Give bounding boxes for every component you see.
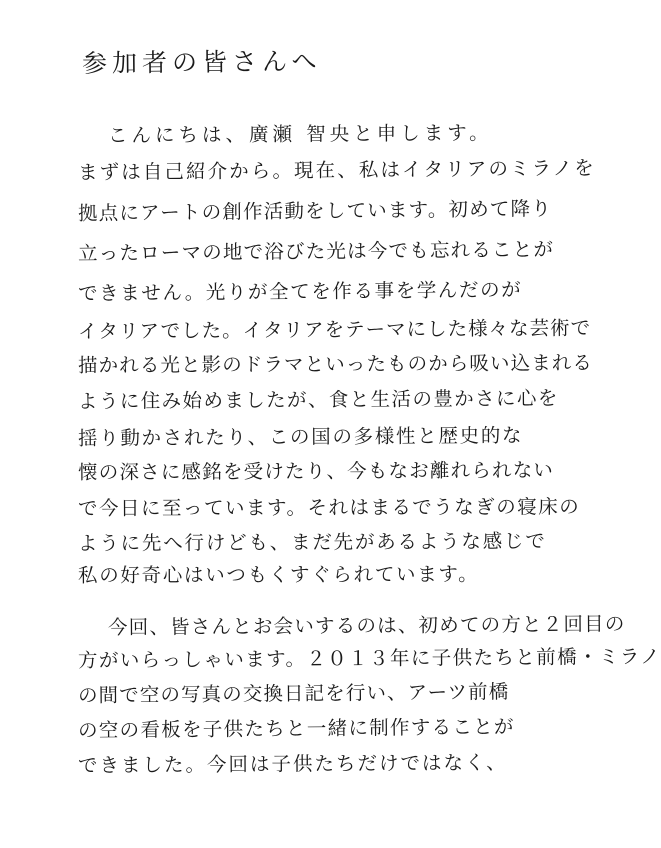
letter-line: まずは自己紹介から。現在、私はイタリアのミラノを (77, 156, 596, 184)
letter-line: で今日に至っています。それはまるでうなぎの寝床の (77, 495, 581, 520)
letter-line: ように住み始めましたが、食と生活の豊かさに心を (77, 386, 559, 413)
letter-line: イタリアでした。イタリアをテーマにした様々な芸術で (77, 316, 592, 343)
letter-line: 今回、皆さんとお会いするのは、初めての方と２回目の (107, 612, 626, 639)
letter-line: の間で空の写真の交換日記を行い、アーツ前橋 (77, 680, 510, 707)
letter-line: ように先へ行けども、まだ先があるような感じで (77, 529, 547, 555)
letter-line: 立ったローマの地で浴びた光は今でも忘れることが (77, 237, 555, 265)
letter-line: 懐の深さに感銘を受けたり、今もなお離れられない (77, 458, 555, 484)
letter-line: 拠点にアートの創作活動をしています。初めて降り (77, 197, 553, 225)
letter-line: こんにちは、廣瀬 智央と申します。 (107, 121, 493, 147)
letter-line: できません。光りが全てを作る事を学んだのが (77, 278, 523, 305)
letter-line: できました。今回は子供たちだけではなく、 (77, 751, 508, 777)
letter-line: 私の好奇心はいつもくすぐられています。 (77, 562, 480, 587)
letter-line: 描かれる光と影のドラマといったものから吸い込まれる (77, 351, 594, 377)
letter-line: 方がいらっしゃいます。２０１３年に子供たちと前橋・ミラノ (77, 644, 661, 672)
letter-line: の空の看板を子供たちと一緒に制作することが (77, 715, 515, 742)
letter-line: 揺り動かされたり、この国の多様性と歴史的な (77, 423, 524, 450)
letter-greeting: 参加者の皆さんへ (81, 46, 322, 78)
